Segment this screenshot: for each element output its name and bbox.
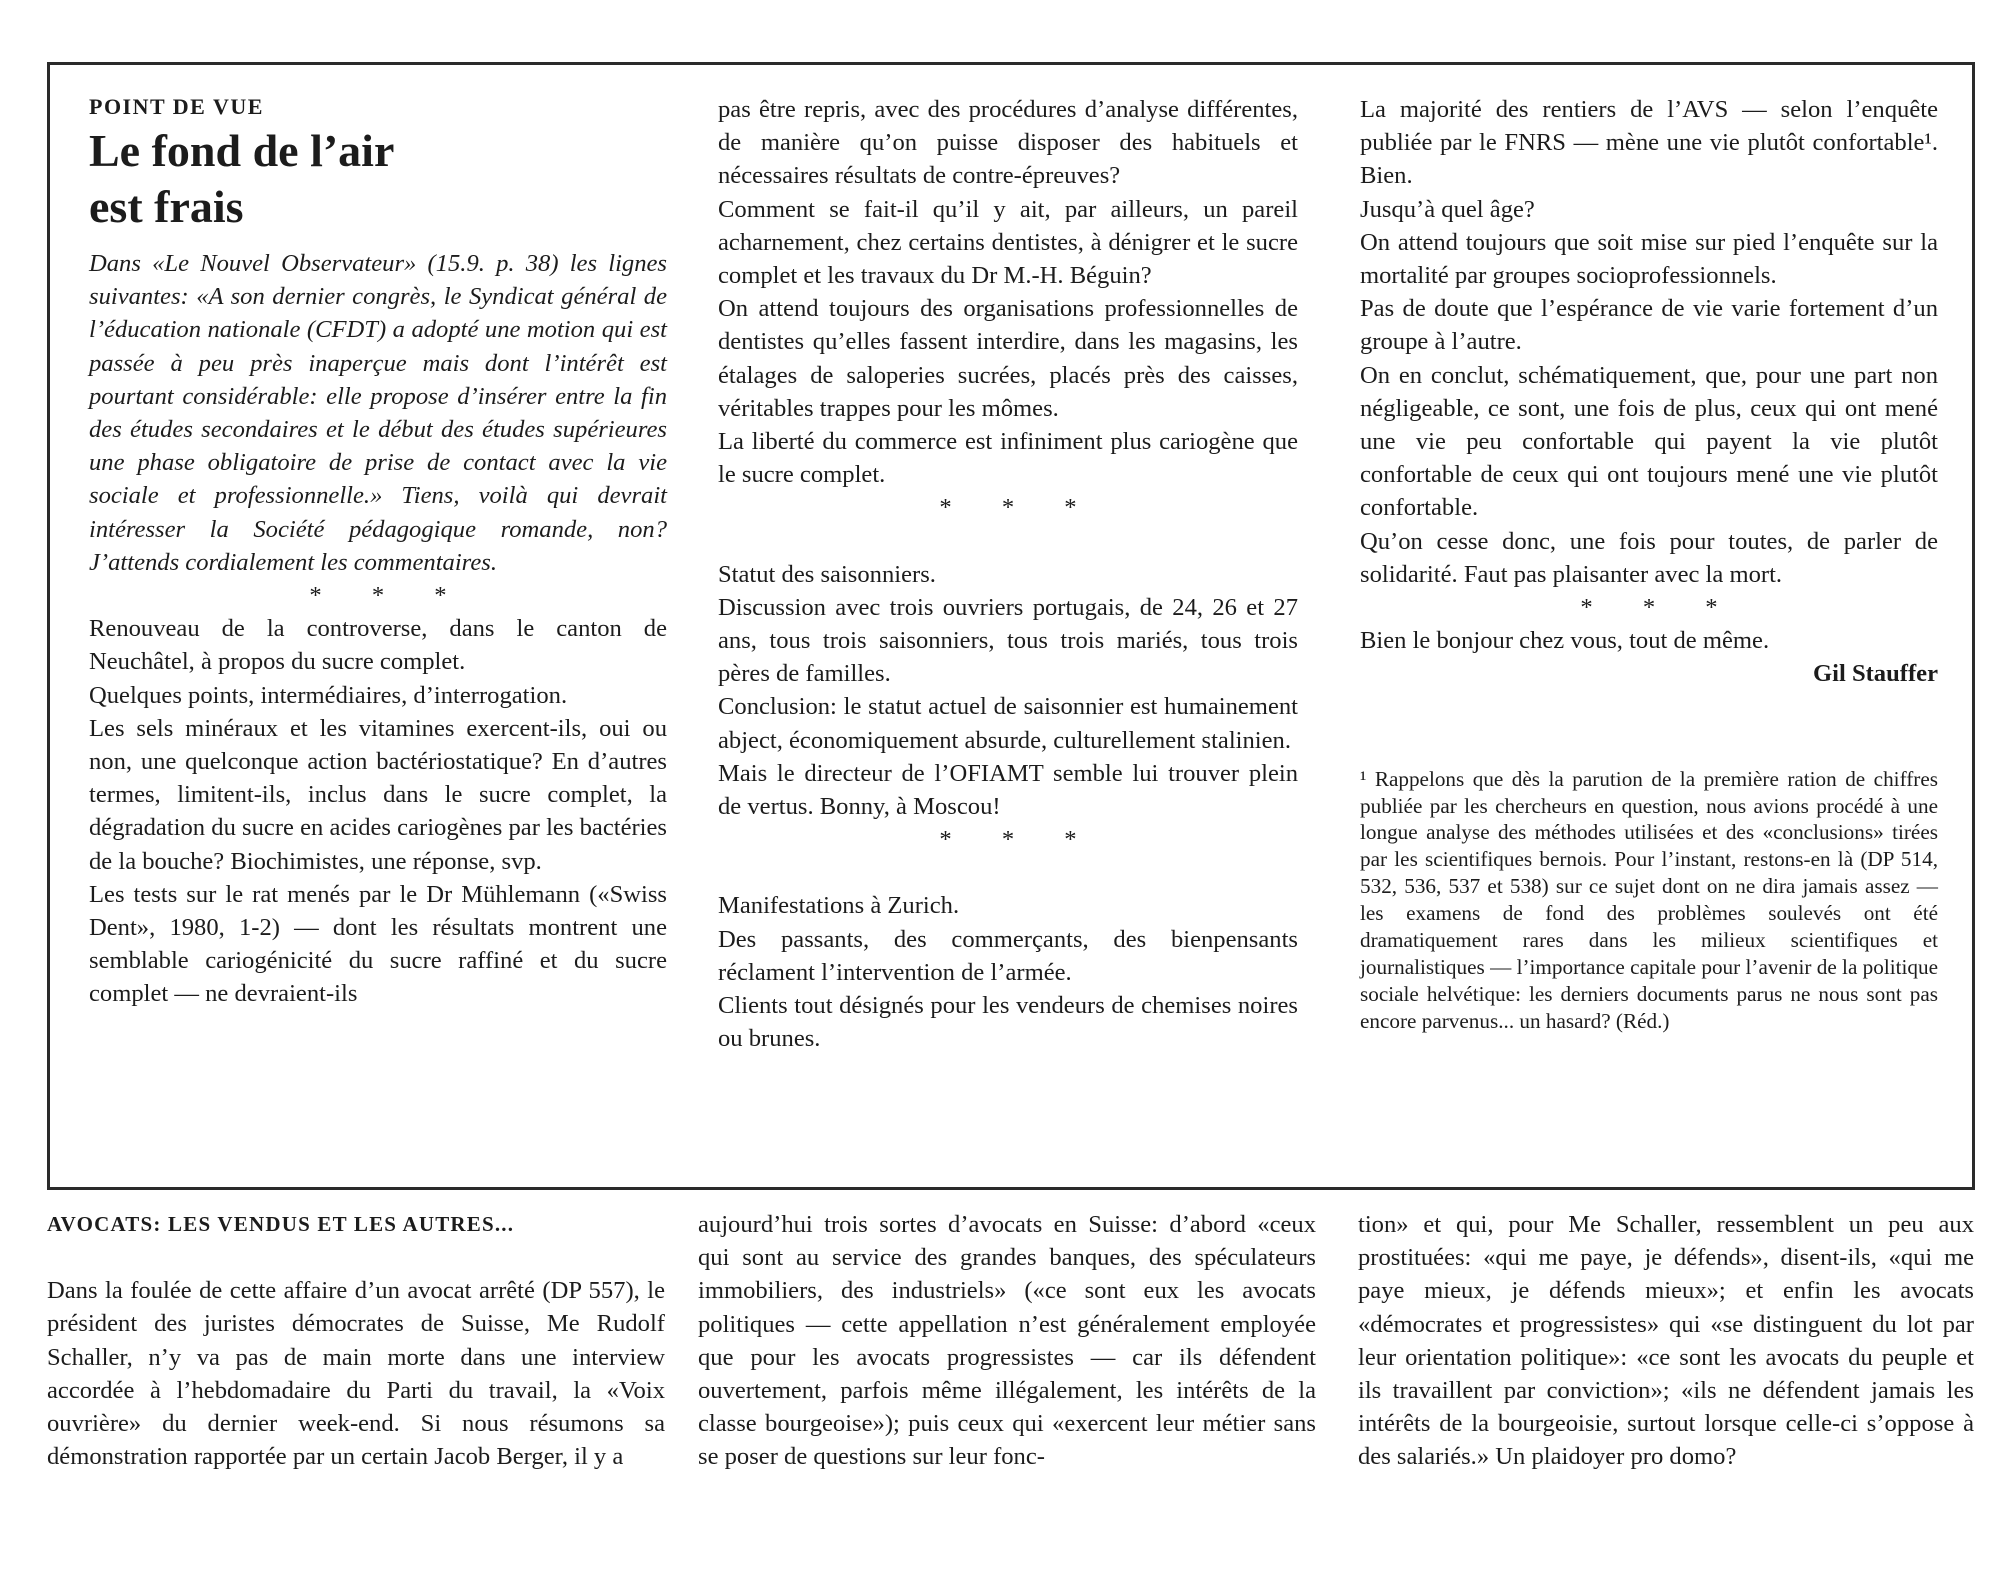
paragraph: Jusqu’à quel âge? [1360,195,1535,223]
paragraph: pas être repris, avec des procédures d’analyse différentes, de manière qu’on puisse disposer des habituels et nécessaires résultats de contre-épreuves? [718,96,1298,190]
paragraph: Dans la foulée de cette affaire d’un avocat arrêté (DP 557), le président des juristes démocrates de Suisse, Me Rudolf Schaller, n’y va pas de main morte dans une interview accordée à l’hebdomadaire du Parti du travail, la «Voix ouvrière» du dernier week-end. Si nous résumons sa démonstration rapportée par un certain Jacob Berger, il y a [47,1277,665,1471]
separator: * * * [1580,594,1740,622]
paragraph: Manifestations à Zurich. [718,892,960,920]
paragraph: La majorité des rentiers de l’AVS — selon l’enquête publiée par le FNRS — mène une vie plutôt confortable¹. Bien. [1360,96,1938,190]
bottom-column-3 [1358,1208,1974,1474]
separator: * * * [939,494,1099,522]
paragraph: aujourd’hui trois sortes d’avocats en Suisse: d’abord «ceux qui sont au service des grandes banques, des spéculateurs immobiliers, des industriels» («ce sont eux les avocats politiques — cette appellation n’est généralement employée que pour les avocats progressistes — car ils défendent ouvertement, parfois même illégalement, les intérêts de la classe bourgeoise»); puis ceux qui «exercent leur métier sans se poser de questions sur leur fonc- [698,1211,1316,1471]
top-column-2 [718,93,1298,1055]
paragraph: Renouveau de la controverse, dans le canton de Neuchâtel, à propos du sucre complet. [89,615,667,676]
paragraph: tion» et qui, pour Me Schaller, ressemblent un peu aux prostituées: «qui me paye, je défends», disent-ils, «qui me paye mieux, je défends mieux»; et enfin les avocats «démocrates et progressistes» qui «se distinguent du lot par leur orientation politique»: «ce sont les avocats du peuple et ils travaillent par conviction»; «ils ne défendent jamais les intérêts de la bourgeoisie, surtout lorsque celle-ci s’oppose à des salariés.» Un plaidoyer pro domo? [1358,1211,1974,1471]
author-signature: Gil Stauffer [1813,660,1938,688]
paragraph: Comment se fait-il qu’il y ait, par ailleurs, un pareil acharnement, chez certains dentistes, à dénigrer et le sucre complet et les travaux du Dr M.-H. Béguin? [718,195,1298,290]
paragraph: Discussion avec trois ouvriers portugais, de 24, 26 et 27 ans, tous trois saisonniers, tous trois mariés, tous trois pères de familles. [718,593,1298,688]
paragraph: La liberté du commerce est infiniment plus cariogène que le sucre complet. [718,428,1298,489]
title-line-2: est frais [89,181,244,232]
paragraph: Quelques points, intermédiaires, d’interrogation. [89,681,568,709]
paragraph: Des passants, des commerçants, des bienpensants réclament l’intervention de l’armée. [718,925,1298,986]
intro-paragraph: Dans «Le Nouvel Observateur» (15.9. p. 38) les lignes suivantes: «A son dernier congrès, le Syndicat général de l’éducation nationale (CFDT) a adopté une motion qui est passée à peu près inaperçue mais dont l’intérêt est pourtant considérable: elle propose d’insérer entre la fin des études secondaires et le début des études supérieures une phase obligatoire de prise de contact avec la vie sociale et professionnelle.» Tiens, voilà qui devrait intéresser la Société pédagogique romande, non? J’attends cordialement les commentaires. [89,250,667,576]
paragraph: On attend toujours que soit mise sur pied l’enquête sur la mortalité par groupes socioprofessionnels. [1360,228,1938,290]
separator: * * * [939,826,1099,854]
top-column-1 [89,93,667,1011]
paragraph: On en conclut, schématiquement, que, pour une part non négligeable, ce sont, une fois de plus, ceux qui ont mené une vie peu confortable qui payent la vie plutôt confortable de ceux qui ont toujours mené une vie plutôt confortable. [1360,361,1938,522]
paragraph: Pas de doute que l’espérance de vie varie fortement d’un groupe à l’autre. [1360,295,1938,356]
paragraph: Les sels minéraux et les vitamines exercent-ils, oui ou non, une quelconque action bactériostatique? En d’autres termes, limitent-ils, inclus dans le sucre complet, la dégradation du sucre en acides cariogènes par les bactéries de la bouche? Biochimistes, une réponse, svp. [89,714,667,875]
closing-line: Bien le bonjour chez vous, tout de même. [1360,627,1770,655]
paragraph: Conclusion: le statut actuel de saisonnier est humainement abject, économiquement absurde, culturellement stalinien. [718,693,1298,754]
article-title [89,123,667,235]
bottom-column-2 [698,1208,1316,1474]
paragraph: Statut des saisonniers. [718,560,936,588]
paragraph: Clients tout désignés pour les vendeurs de chemises noires ou brunes. [718,992,1298,1053]
separator: * * * [309,582,469,610]
title-line-1: Le fond de l’air [89,125,395,176]
bottom-headline: AVOCATS: LES VENDUS ET LES AUTRES... [47,1212,515,1236]
footnote: ¹ Rappelons que dès la parution de la première ration de chiffres publiée par les chercheurs en question, nous avions procédé à une longue analyse des méthodes utilisées et des «conclusions» tirées par les scientifiques bernois. Pour l’instant, restons-en là (DP 514, 532, 536, 537 et 538) sur ce sujet dont on ne dira jamais assez — les examens de fond des problèmes soulevés ont été dramatiquement rares dans les milieux scientifiques et journalistiques — l’importance capitale pour l’avenir de la politique sociale helvétique: les derniers documents parus ne nous sont pas encore parvenus... un hasard? (Réd.) [1360,766,1938,1033]
paragraph: Mais le directeur de l’OFIAMT semble lui trouver plein de vertus. Bonny, à Moscou! [718,759,1298,821]
paragraph: Qu’on cesse donc, une fois pour toutes, de parler de solidarité. Faut pas plaisanter avec la mort. [1360,527,1938,588]
paragraph: On attend toujours des organisations professionnelles de dentistes qu’elles fassent interdire, dans les magasins, les étalages de saloperies sucrées, placés près des caisses, véritables trappes pour les mômes. [718,295,1298,422]
top-column-3 [1360,93,1938,1035]
kicker: POINT DE VUE [89,94,264,119]
bottom-column-1 [47,1208,665,1473]
paragraph: Les tests sur le rat menés par le Dr Mühlemann («Swiss Dent», 1980, 1-2) — dont les résultats montrent une semblable cariogénicité du sucre raffiné et du sucre complet — ne devraient-ils [89,880,667,1008]
